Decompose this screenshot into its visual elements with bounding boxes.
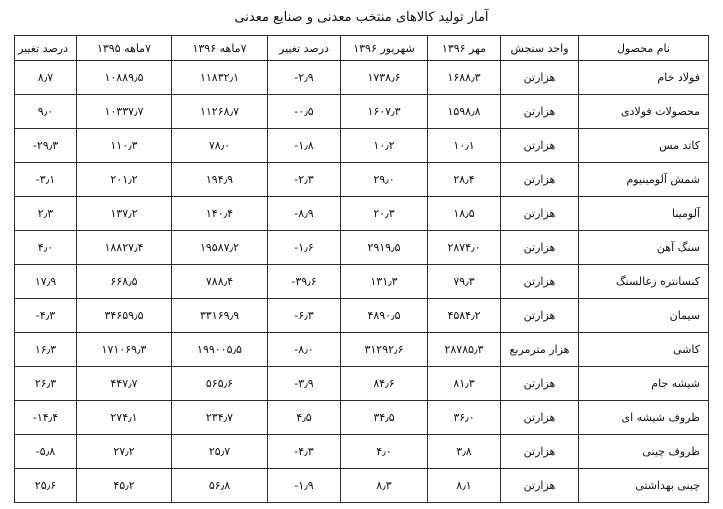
cell-7month-1396-value: ۵۶٫۸ — [208, 479, 231, 492]
cell-7month-1395 — [77, 197, 172, 231]
cell-monthly-change — [268, 129, 341, 163]
cell-7month-1395 — [77, 95, 172, 129]
cell-mehr-1396-value: ۲۸٫۴ — [453, 173, 475, 186]
cell-7month-1396 — [172, 299, 268, 333]
cell-annual-change — [15, 129, 77, 163]
cell-mehr-1396-value: ۴۵۸۴٫۲ — [447, 309, 481, 322]
header-7month-1396: ۷ماهه ۱۳۹۶ — [172, 36, 268, 61]
cell-annual-change — [15, 197, 77, 231]
cell-unit: هزارتن — [501, 163, 579, 197]
cell-mehr-1396-value: ۸۱٫۳ — [453, 377, 475, 390]
cell-monthly-change-value: -۲٫۳ — [294, 173, 314, 186]
cell-monthly-change — [268, 435, 341, 469]
cell-7month-1396-value: ۱۴۰٫۴ — [205, 207, 234, 220]
cell-monthly-change-value: -۸٫۹ — [294, 207, 314, 220]
cell-monthly-change-value: -۶٫۳ — [294, 309, 314, 322]
cell-shahrivar-1396 — [341, 367, 428, 401]
cell-unit: هزار مترمربع — [501, 333, 579, 367]
cell-product-name: محصولات فولادی — [579, 95, 709, 129]
cell-mehr-1396-value: ۱۰٫۱ — [453, 139, 475, 152]
cell-shahrivar-1396 — [341, 469, 428, 503]
cell-unit: هزارتن — [501, 265, 579, 299]
cell-product-name: آلومینا — [579, 197, 709, 231]
cell-7month-1396 — [172, 95, 268, 129]
cell-mehr-1396 — [428, 265, 501, 299]
cell-monthly-change-value: -۰٫۵ — [294, 105, 314, 118]
cell-shahrivar-1396-value: ۳۱۲۹۲٫۶ — [364, 343, 404, 356]
cell-unit: هزارتن — [501, 401, 579, 435]
cell-7month-1395 — [77, 163, 172, 197]
cell-shahrivar-1396 — [341, 401, 428, 435]
header-product-name: نام محصول — [579, 36, 709, 61]
header-row — [15, 36, 709, 61]
cell-shahrivar-1396 — [341, 95, 428, 129]
cell-annual-change-value: ۱۶٫۳ — [34, 343, 57, 356]
cell-product-name: فولاد خام — [579, 61, 709, 95]
table-row — [15, 231, 709, 265]
cell-7month-1395 — [77, 469, 172, 503]
cell-shahrivar-1396-value: ۱۷۳۸٫۶ — [367, 71, 401, 84]
cell-annual-change — [15, 299, 77, 333]
cell-7month-1396-value: ۲۳۴٫۷ — [205, 411, 234, 424]
cell-shahrivar-1396-value: ۱۰٫۲ — [373, 139, 395, 152]
cell-7month-1396 — [172, 401, 268, 435]
cell-annual-change — [15, 469, 77, 503]
cell-monthly-change-value: -۱٫۶ — [294, 241, 314, 254]
cell-mehr-1396-value: ۳٫۸ — [456, 445, 472, 458]
cell-7month-1396 — [172, 333, 268, 367]
cell-shahrivar-1396-value: ۲۹۱۹٫۵ — [367, 241, 401, 254]
cell-annual-change — [15, 401, 77, 435]
table-row — [15, 435, 709, 469]
cell-monthly-change-value: ۴٫۵ — [296, 411, 312, 424]
cell-product-name: ظروف شیشه ای — [579, 401, 709, 435]
cell-annual-change — [15, 61, 77, 95]
cell-product-name: کنسانتره زغالسنگ — [579, 265, 709, 299]
cell-monthly-change-value: -۲٫۹ — [294, 71, 314, 84]
cell-7month-1396 — [172, 367, 268, 401]
table-row — [15, 299, 709, 333]
cell-product-name: سنگ آهن — [579, 231, 709, 265]
cell-7month-1395 — [77, 401, 172, 435]
cell-7month-1396-value: ۱۹۹۰۰۵٫۵ — [197, 343, 242, 356]
cell-7month-1396-value: ۱۱۲۶۸٫۷ — [199, 105, 240, 118]
cell-7month-1396 — [172, 265, 268, 299]
cell-product-name: ظروف چینی — [579, 435, 709, 469]
header-monthly-change: درصد تغییر — [268, 36, 341, 61]
cell-7month-1395 — [77, 61, 172, 95]
cell-annual-change — [15, 367, 77, 401]
cell-7month-1395 — [77, 265, 172, 299]
cell-annual-change-value: ۲۶٫۳ — [34, 377, 57, 390]
cell-annual-change — [15, 265, 77, 299]
cell-product-name: شمش آلومینیوم — [579, 163, 709, 197]
table-row — [15, 367, 709, 401]
cell-shahrivar-1396-value: ۸٫۳ — [376, 479, 392, 492]
cell-mehr-1396 — [428, 163, 501, 197]
cell-shahrivar-1396-value: ۳۴٫۵ — [373, 411, 395, 424]
cell-mehr-1396-value: ۱۵۹۸٫۸ — [447, 105, 481, 118]
cell-mehr-1396 — [428, 299, 501, 333]
cell-7month-1396 — [172, 469, 268, 503]
cell-product-name: کاشی — [579, 333, 709, 367]
cell-annual-change — [15, 333, 77, 367]
table-row — [15, 163, 709, 197]
header-unit: واحد سنجش — [501, 36, 579, 61]
cell-shahrivar-1396 — [341, 129, 428, 163]
cell-7month-1395 — [77, 333, 172, 367]
cell-shahrivar-1396 — [341, 299, 428, 333]
cell-monthly-change-value: -۱٫۹ — [294, 479, 314, 492]
cell-annual-change-value: ۲٫۳ — [37, 207, 54, 220]
cell-shahrivar-1396-value: ۴۸۹۰٫۵ — [367, 309, 401, 322]
cell-mehr-1396 — [428, 95, 501, 129]
cell-7month-1396-value: ۷۸۸٫۴ — [205, 275, 234, 288]
cell-annual-change-value: -۱۴٫۴ — [32, 411, 59, 424]
table-row — [15, 197, 709, 231]
cell-annual-change-value: -۲۹٫۳ — [32, 139, 59, 152]
cell-7month-1396 — [172, 197, 268, 231]
cell-annual-change — [15, 95, 77, 129]
cell-monthly-change — [268, 299, 341, 333]
cell-shahrivar-1396-value: ۱۶۰۷٫۳ — [367, 105, 401, 118]
cell-7month-1395-value: ۱۸۸۲۷٫۴ — [104, 241, 144, 254]
header-7month-1395: ۷ماهه ۱۳۹۵ — [77, 36, 172, 61]
cell-7month-1396-value: ۱۹۴٫۹ — [205, 173, 234, 186]
cell-annual-change-value: ۲۵٫۶ — [34, 479, 57, 492]
cell-mehr-1396 — [428, 435, 501, 469]
cell-shahrivar-1396 — [341, 61, 428, 95]
table-row — [15, 129, 709, 163]
cell-shahrivar-1396-value: ۱۳۱٫۳ — [370, 275, 398, 288]
cell-shahrivar-1396-value: ۲۹٫۰ — [373, 173, 395, 186]
cell-mehr-1396-value: ۱۸٫۵ — [453, 207, 475, 220]
cell-mehr-1396 — [428, 333, 501, 367]
cell-mehr-1396-value: ۳۶٫۰ — [453, 411, 475, 424]
cell-7month-1395 — [77, 129, 172, 163]
cell-shahrivar-1396-value: ۸۴٫۶ — [373, 377, 395, 390]
cell-7month-1396 — [172, 231, 268, 265]
cell-shahrivar-1396-value: ۴٫۰ — [376, 445, 392, 458]
cell-annual-change — [15, 231, 77, 265]
cell-7month-1395-value: ۲۰۱٫۲ — [110, 173, 138, 186]
cell-monthly-change — [268, 401, 341, 435]
table-row — [15, 95, 709, 129]
cell-annual-change — [15, 163, 77, 197]
cell-mehr-1396 — [428, 231, 501, 265]
cell-mehr-1396-value: ۲۸۷۴٫۰ — [447, 241, 481, 254]
cell-monthly-change — [268, 333, 341, 367]
cell-annual-change-value: -۳٫۱ — [35, 173, 56, 186]
cell-unit: هزارتن — [501, 367, 579, 401]
cell-7month-1396 — [172, 129, 268, 163]
cell-monthly-change-value: -۳۹٫۶ — [291, 275, 317, 288]
cell-unit: هزارتن — [501, 299, 579, 333]
cell-annual-change-value: ۸٫۷ — [37, 71, 54, 84]
cell-monthly-change — [268, 61, 341, 95]
cell-mehr-1396-value: ۸٫۱ — [456, 479, 472, 492]
cell-monthly-change-value: -۱٫۸ — [294, 139, 314, 152]
production-stats-table — [14, 35, 709, 503]
cell-product-name: کاتد مس — [579, 129, 709, 163]
cell-7month-1396 — [172, 435, 268, 469]
cell-monthly-change — [268, 163, 341, 197]
cell-unit: هزارتن — [501, 129, 579, 163]
cell-7month-1395-value: ۲۷۴٫۱ — [110, 411, 138, 424]
cell-annual-change-value: ۹٫۰ — [37, 105, 54, 118]
cell-mehr-1396 — [428, 129, 501, 163]
cell-7month-1395-value: ۳۴۶۵۹٫۵ — [104, 309, 144, 322]
cell-unit: هزارتن — [501, 197, 579, 231]
cell-7month-1395-value: ۲۷٫۲ — [113, 445, 135, 458]
cell-shahrivar-1396 — [341, 435, 428, 469]
cell-mehr-1396-value: ۲۸۷۸۵٫۳ — [444, 343, 484, 356]
cell-unit: هزارتن — [501, 435, 579, 469]
cell-monthly-change — [268, 469, 341, 503]
cell-unit: هزارتن — [501, 61, 579, 95]
cell-7month-1395-value: ۱۰۸۸۹٫۵ — [104, 71, 144, 84]
cell-annual-change-value: -۴٫۳ — [35, 309, 56, 322]
cell-7month-1396-value: ۱۹۵۸۷٫۲ — [199, 241, 240, 254]
cell-7month-1396-value: ۳۳۱۶۹٫۹ — [199, 309, 240, 322]
cell-monthly-change-value: -۳٫۹ — [294, 377, 314, 390]
cell-7month-1395-value: ۱۱۰٫۳ — [110, 139, 138, 152]
table-row — [15, 61, 709, 95]
cell-7month-1395 — [77, 299, 172, 333]
cell-product-name: شیشه جام — [579, 367, 709, 401]
cell-7month-1395-value: ۶۶۸٫۵ — [110, 275, 138, 288]
cell-unit: هزارتن — [501, 95, 579, 129]
cell-mehr-1396 — [428, 401, 501, 435]
cell-7month-1396-value: ۱۱۸۳۲٫۱ — [199, 71, 240, 84]
cell-7month-1396-value: ۲۵٫۷ — [208, 445, 231, 458]
table-row — [15, 469, 709, 503]
cell-7month-1395 — [77, 367, 172, 401]
cell-7month-1395 — [77, 435, 172, 469]
header-shahrivar-1396: شهریور ۱۳۹۶ — [341, 36, 428, 61]
cell-mehr-1396 — [428, 469, 501, 503]
cell-annual-change-value: ۴٫۰ — [37, 241, 54, 254]
header-annual-change: درصد تغییر — [15, 36, 77, 61]
cell-7month-1396-value: ۷۸٫۰ — [208, 139, 231, 152]
cell-monthly-change — [268, 231, 341, 265]
cell-monthly-change-value: -۴٫۳ — [294, 445, 314, 458]
cell-annual-change-value: -۵٫۸ — [35, 445, 56, 458]
cell-monthly-change — [268, 265, 341, 299]
cell-annual-change — [15, 435, 77, 469]
cell-monthly-change-value: -۸٫۰ — [294, 343, 314, 356]
cell-monthly-change — [268, 367, 341, 401]
cell-unit: هزارتن — [501, 469, 579, 503]
cell-7month-1396-value: ۵۶۵٫۶ — [205, 377, 234, 390]
cell-shahrivar-1396 — [341, 265, 428, 299]
table-row — [15, 265, 709, 299]
cell-annual-change-value: ۱۷٫۹ — [34, 275, 57, 288]
cell-7month-1396 — [172, 61, 268, 95]
cell-unit: هزارتن — [501, 231, 579, 265]
table-row — [15, 333, 709, 367]
cell-7month-1395-value: ۴۴۷٫۷ — [110, 377, 138, 390]
table-title: آمار تولید کالاهای منتخب معدنی و صنایع معدنی — [234, 10, 489, 25]
header-mehr-1396: مهر ۱۳۹۶ — [428, 36, 501, 61]
cell-product-name: چینی بهداشتی — [579, 469, 709, 503]
cell-7month-1395-value: ۱۳۷٫۲ — [110, 207, 138, 220]
cell-7month-1396 — [172, 163, 268, 197]
cell-mehr-1396-value: ۷۹٫۳ — [453, 275, 475, 288]
cell-mehr-1396 — [428, 61, 501, 95]
cell-mehr-1396 — [428, 197, 501, 231]
cell-monthly-change — [268, 95, 341, 129]
table-row — [15, 401, 709, 435]
cell-7month-1395-value: ۱۷۱۰۶۹٫۳ — [101, 343, 147, 356]
cell-shahrivar-1396 — [341, 333, 428, 367]
cell-mehr-1396-value: ۱۶۸۸٫۳ — [447, 71, 481, 84]
cell-7month-1395-value: ۴۵٫۲ — [113, 479, 135, 492]
cell-monthly-change — [268, 197, 341, 231]
cell-shahrivar-1396 — [341, 231, 428, 265]
cell-shahrivar-1396 — [341, 163, 428, 197]
cell-shahrivar-1396 — [341, 197, 428, 231]
cell-shahrivar-1396-value: ۲۰٫۳ — [373, 207, 395, 220]
cell-product-name: سیمان — [579, 299, 709, 333]
cell-7month-1395 — [77, 231, 172, 265]
cell-7month-1395-value: ۱۰۳۳۷٫۷ — [104, 105, 144, 118]
cell-mehr-1396 — [428, 367, 501, 401]
